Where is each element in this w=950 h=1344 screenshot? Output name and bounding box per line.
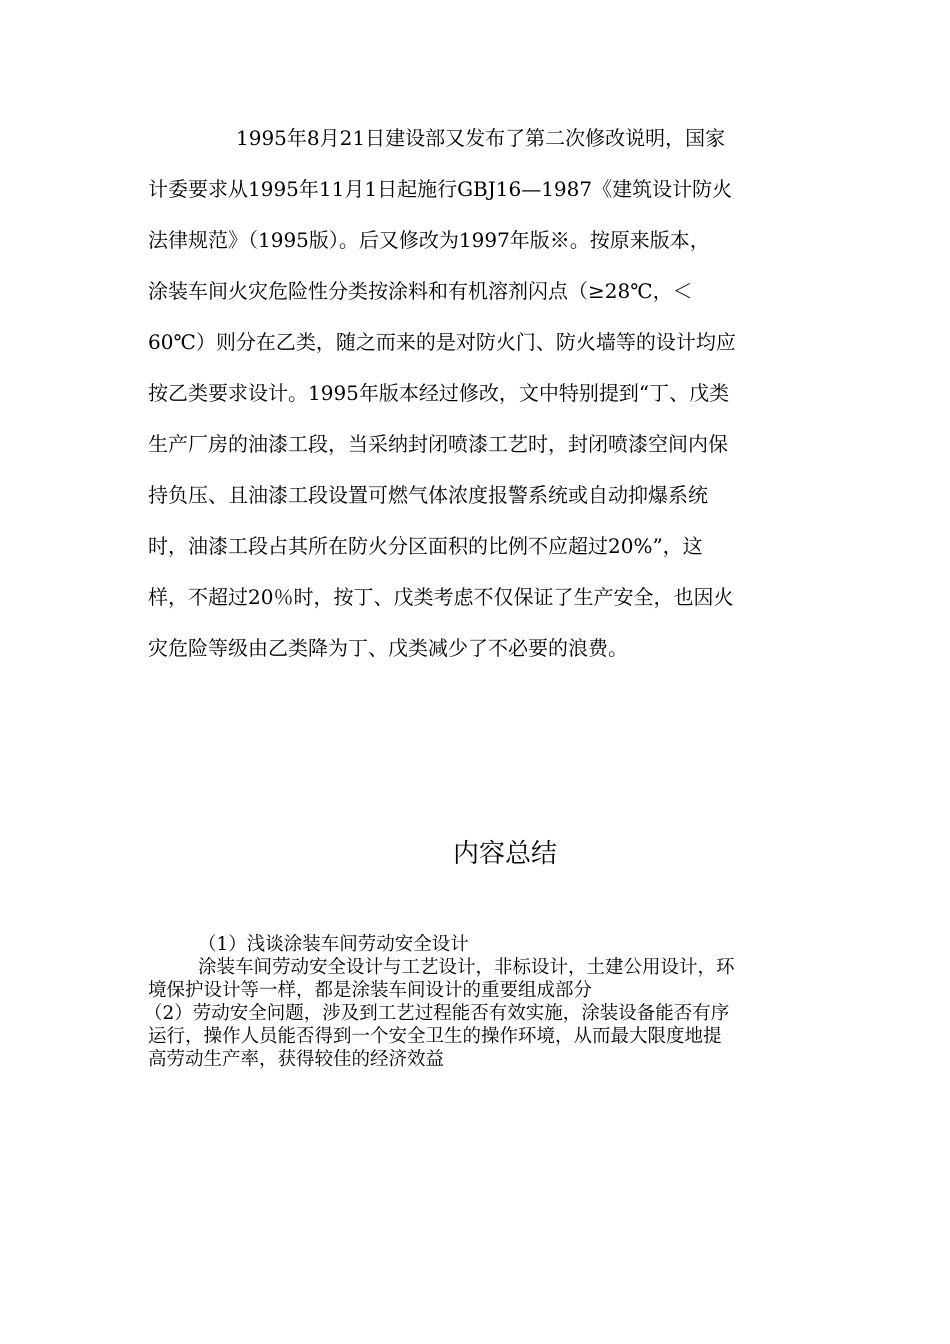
summary-line: 涂装车间劳动安全设计与工艺设计，非标设计，土建公用设计，环 — [198, 957, 735, 978]
paragraph-line: 样，不超过20％时，按丁、戊类考虑不仅保证了生产安全，也因火 — [148, 585, 734, 609]
summary-heading: 内容总结 — [452, 839, 557, 869]
paragraph-line: 60℃）则分在乙类，随之而来的是对防火门、防火墙等的设计均应 — [148, 330, 736, 354]
paragraph-line: 计委要求从1995年11月1日起施行GBJ16—1987《建筑设计防火 — [148, 177, 733, 201]
paragraph-line: 生产厂房的油漆工段，当采纳封闭喷漆工艺时，封闭喷漆空间内保 — [148, 432, 728, 456]
paragraph-line: 法律规范》（1995版）。后又修改为1997年版※。按原来版本， — [148, 228, 710, 252]
summary-section — [144, 933, 808, 1071]
paragraph-line: 持负压、且油漆工段设置可燃气体浓度报警系统或自动抑爆系统 — [148, 483, 708, 507]
summary-line: 高劳动生产率，获得较佳的经济效益 — [148, 1049, 445, 1070]
summary-item-heading: （2）劳动安全问题，涉及到工艺过程能否有效实施，涂装设备能否有序 — [144, 1003, 730, 1024]
paragraph-line: 灾危险等级由乙类降为丁、戊类减少了不必要的浪费。 — [148, 636, 628, 660]
summary-line: 运行，操作人员能否得到一个安全卫生的操作环境，从而最大限度地提 — [148, 1026, 722, 1047]
summary-line: 境保护设计等一样，都是涂装车间设计的重要组成部分 — [148, 980, 593, 1001]
summary-item-heading: （1）浅谈涂装车间劳动安全设计 — [198, 934, 469, 955]
body-paragraph — [148, 118, 808, 679]
paragraph-line: 1995年8月21日建设部又发布了第二次修改说明，国家 — [236, 126, 726, 150]
paragraph-line: 涂装车间火灾危险性分类按涂料和有机溶剂闪点（≥28℃，＜ — [148, 279, 693, 303]
paragraph-line: 时，油漆工段占其所在防火分区面积的比例不应超过20%”，这 — [148, 534, 703, 558]
paragraph-line: 按乙类要求设计。1995年版本经过修改，文中特别提到“丁、戊类 — [148, 381, 730, 405]
